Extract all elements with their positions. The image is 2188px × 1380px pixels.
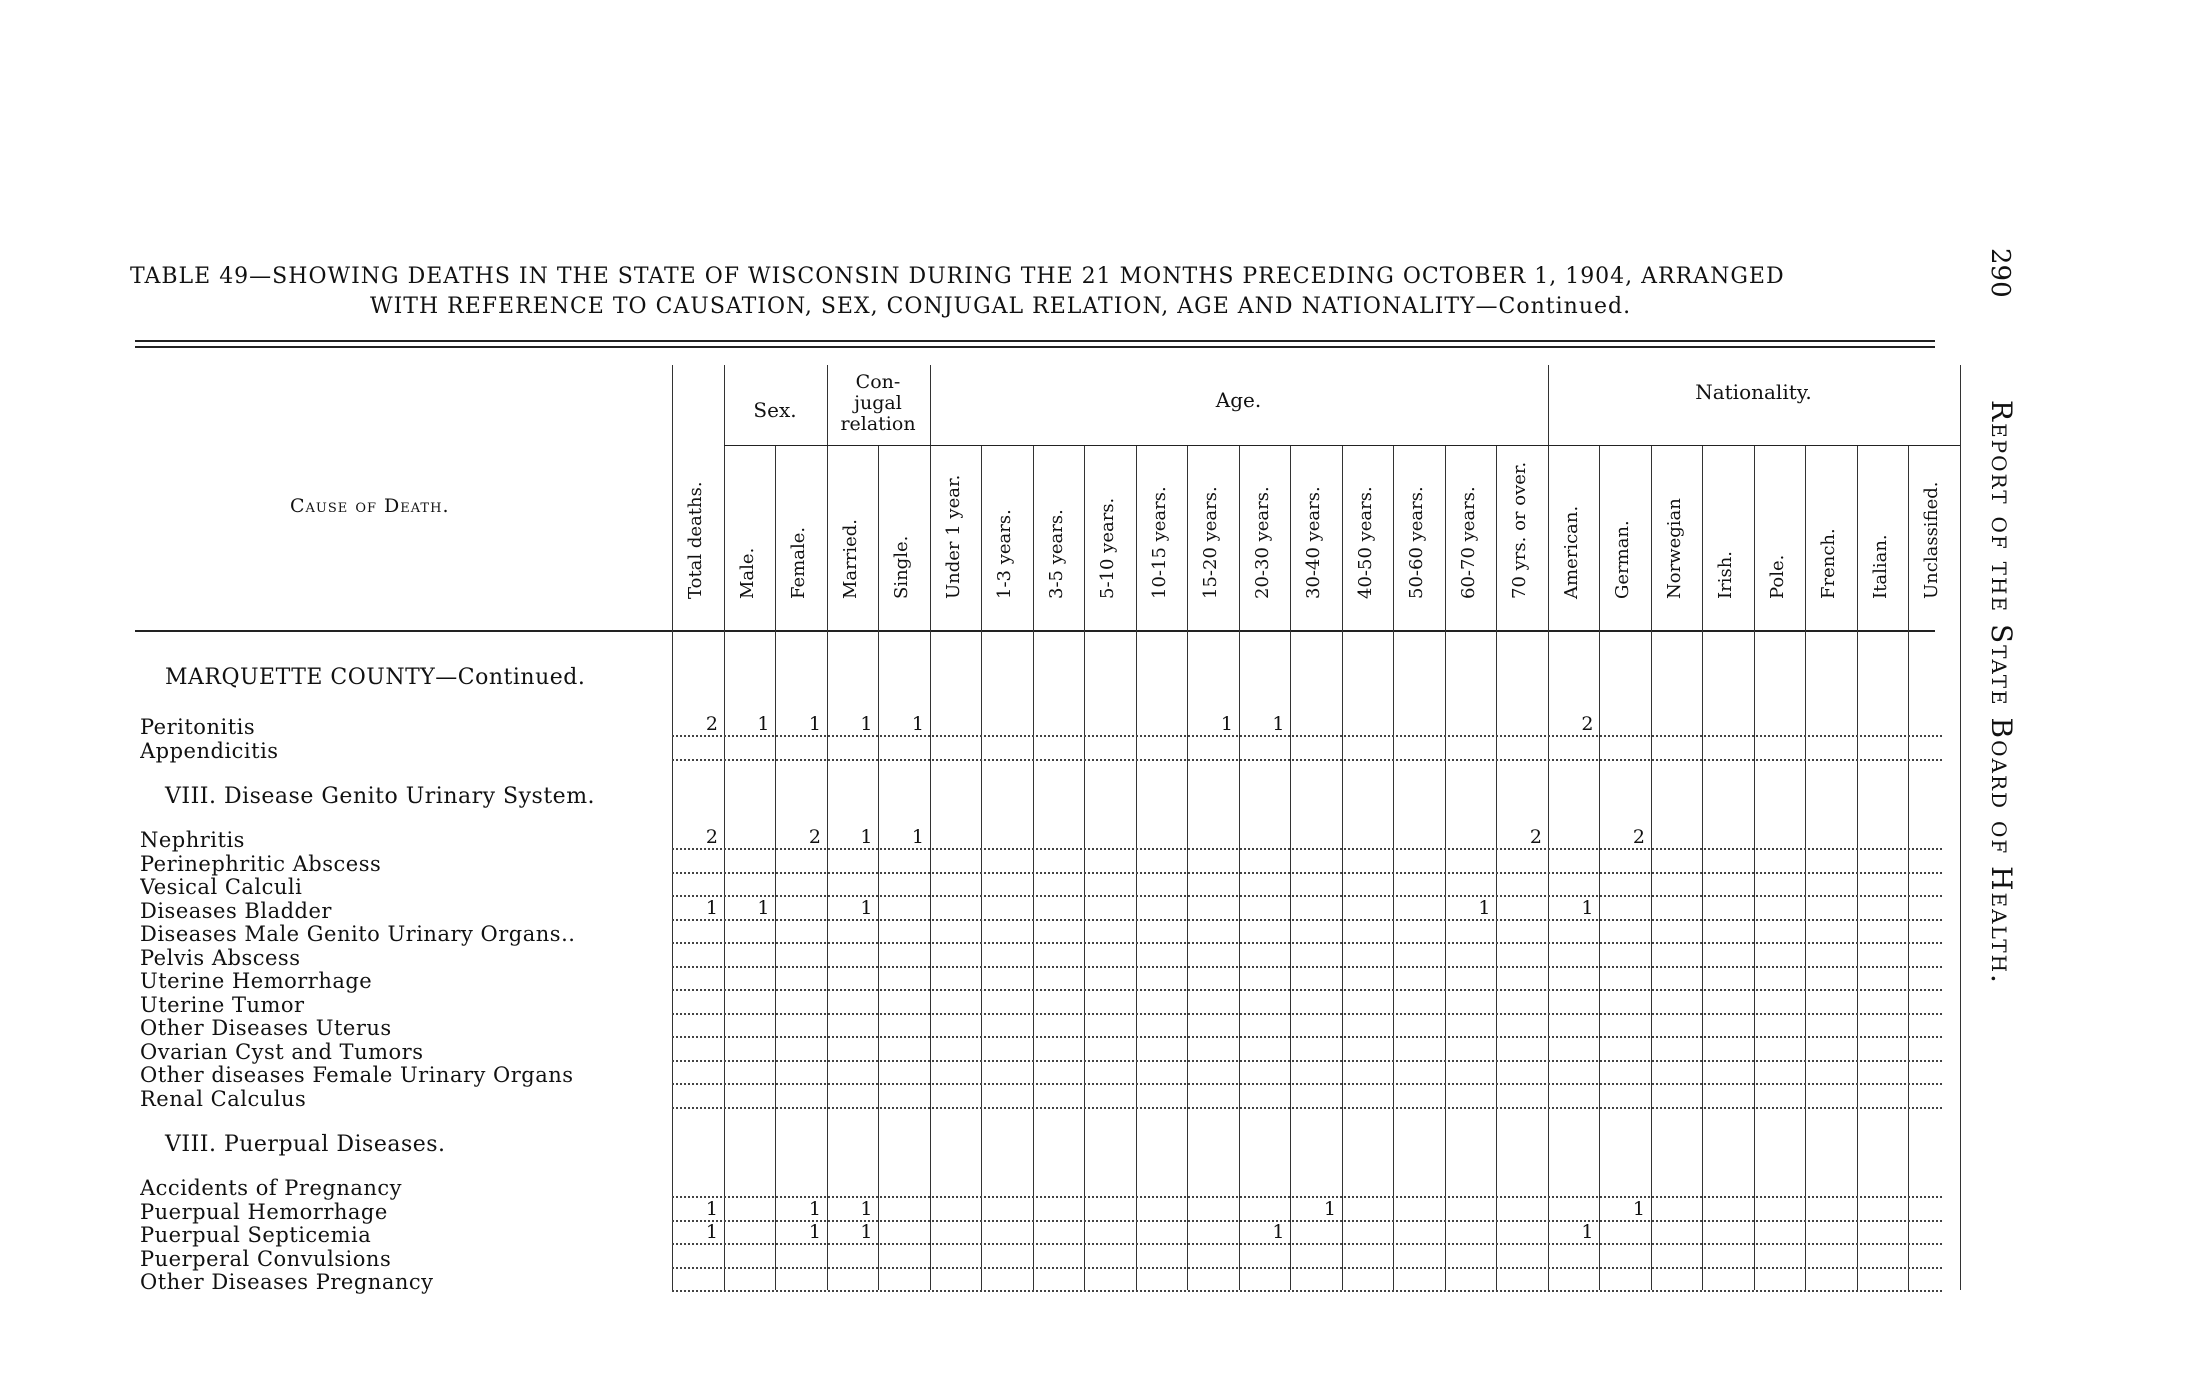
row-leader bbox=[672, 1267, 1942, 1269]
row-cause: Puerpual Hemorrhage bbox=[140, 1199, 388, 1224]
table-cell: 1 bbox=[808, 1221, 821, 1243]
column-header-label: Single. bbox=[891, 535, 912, 599]
table-cell: 1 bbox=[1581, 1221, 1594, 1243]
column-header-label: 3-5 years. bbox=[1045, 509, 1067, 599]
running-head: Report of the State Board of Health. bbox=[1985, 400, 2018, 985]
table-cell: 1 bbox=[1581, 896, 1594, 919]
row-cause: Uterine Hemorrhage bbox=[140, 969, 373, 993]
column-header bbox=[775, 445, 825, 620]
table-cell: 2 bbox=[1632, 826, 1645, 848]
group-header-age: Age. bbox=[1215, 388, 1262, 412]
column-header bbox=[981, 445, 1031, 620]
top-rule-2 bbox=[135, 346, 1935, 348]
column-header-label: Married. bbox=[839, 518, 861, 599]
section-heading: VIII. Disease Genito Urinary System. bbox=[165, 784, 596, 809]
column-header bbox=[1239, 445, 1289, 620]
table-cell: 1 bbox=[808, 1197, 821, 1220]
table-cell: 2 bbox=[1581, 713, 1594, 735]
column-header-label: Under 1 year. bbox=[942, 474, 964, 599]
column-header bbox=[1908, 445, 1958, 620]
column-header bbox=[1548, 445, 1598, 620]
table-cell: 1 bbox=[911, 713, 924, 735]
header-bottom-rule bbox=[135, 630, 1935, 632]
column-header-label: Female. bbox=[788, 526, 809, 599]
group-header-sex: Sex. bbox=[753, 398, 797, 422]
row-leader bbox=[672, 735, 1942, 737]
row-cause: Puerperal Convulsions bbox=[140, 1246, 392, 1271]
column-header-label: Norwegian bbox=[1663, 498, 1685, 599]
title-line-2: WITH REFERENCE TO CAUSATION, SEX, CONJUGAL RELATION, AGE AND NATIONALITY—Continued. bbox=[370, 294, 1632, 319]
row-cause: Puerpual Septicemia bbox=[140, 1223, 372, 1247]
column-header-label: Male. bbox=[736, 547, 758, 599]
table-cell: 1 bbox=[705, 896, 718, 919]
table-cell: 1 bbox=[911, 826, 924, 848]
column-header bbox=[1393, 445, 1443, 620]
row-cause: Diseases Bladder bbox=[140, 898, 332, 923]
row-cause: Uterine Tumor bbox=[140, 992, 305, 1017]
table-cell: 2 bbox=[705, 826, 718, 848]
column-header bbox=[1290, 445, 1340, 620]
table-cell: 1 bbox=[860, 1221, 873, 1243]
column-header-label: Pole. bbox=[1766, 554, 1788, 599]
table-cell: 1 bbox=[1478, 896, 1491, 919]
county-heading: MARQUETTE COUNTY—Continued. bbox=[165, 665, 586, 690]
top-rule bbox=[135, 340, 1935, 342]
row-cause: Peritonitis bbox=[140, 715, 256, 739]
column-header-label: 70 yrs. or over. bbox=[1509, 461, 1530, 599]
table-cell: 1 bbox=[860, 826, 873, 848]
row-leader bbox=[672, 1036, 1942, 1038]
table-cell: 1 bbox=[1632, 1197, 1645, 1220]
column-header bbox=[1702, 445, 1752, 620]
row-leader bbox=[672, 919, 1942, 921]
row-leader bbox=[672, 1243, 1942, 1245]
row-cause: Nephritis bbox=[140, 828, 245, 852]
column-header bbox=[1136, 445, 1186, 620]
table-cell: 1 bbox=[860, 1197, 873, 1220]
row-leader bbox=[672, 966, 1942, 968]
column-header bbox=[1084, 445, 1134, 620]
row-cause: Ovarian Cyst and Tumors bbox=[140, 1039, 424, 1064]
page-number: 290 bbox=[1985, 248, 2015, 298]
column-header-label: 20-30 years. bbox=[1251, 486, 1273, 599]
column-header-label: 30-40 years. bbox=[1303, 486, 1324, 599]
row-leader bbox=[672, 848, 1942, 850]
row-leader bbox=[672, 872, 1942, 874]
group-header-conjugal: Con- jugal relation bbox=[840, 371, 916, 435]
column-header bbox=[1033, 445, 1083, 620]
column-header-label: 40-50 years. bbox=[1354, 486, 1376, 599]
column-header-label: 5-10 years. bbox=[1097, 497, 1118, 599]
table-cell: 1 bbox=[705, 1221, 718, 1243]
column-header-label: Italian. bbox=[1869, 534, 1891, 599]
column-header bbox=[1496, 445, 1546, 620]
table-cell: 1 bbox=[705, 1197, 718, 1220]
row-leader bbox=[672, 1290, 1942, 1292]
column-header-label: Total deaths. bbox=[685, 481, 706, 599]
table-cell: 1 bbox=[1220, 713, 1233, 735]
column-header bbox=[1599, 445, 1649, 620]
column-header bbox=[1445, 445, 1495, 620]
table-cell: 1 bbox=[1272, 1221, 1285, 1243]
column-header-label: 15-20 years. bbox=[1200, 486, 1221, 599]
row-cause: Other Diseases Pregnancy bbox=[140, 1270, 434, 1294]
table-cell: 1 bbox=[1272, 713, 1285, 735]
column-header bbox=[672, 445, 722, 620]
table-cell: 2 bbox=[1529, 826, 1542, 848]
column-header-label: Irish. bbox=[1715, 550, 1736, 599]
column-header bbox=[1651, 445, 1701, 620]
row-leader bbox=[672, 759, 1942, 761]
section-heading: VIII. Puerpual Diseases. bbox=[165, 1132, 446, 1157]
row-cause: Renal Calculus bbox=[140, 1086, 307, 1111]
column-header bbox=[878, 445, 928, 620]
group-header-nationality: Nationality. bbox=[1695, 380, 1812, 404]
table-cell: 1 bbox=[860, 713, 873, 735]
table-cell: 1 bbox=[808, 713, 821, 735]
column-divider bbox=[1960, 365, 1961, 1290]
table-title bbox=[130, 262, 1940, 322]
column-header-label: Unclassified. bbox=[1921, 481, 1942, 599]
row-cause: Other diseases Female Urinary Organs bbox=[140, 1063, 574, 1087]
row-cause: Diseases Male Genito Urinary Organs.. bbox=[140, 922, 576, 946]
row-cause: Perinephritic Abscess bbox=[140, 851, 382, 876]
column-header-label: German. bbox=[1612, 520, 1633, 599]
column-header bbox=[1342, 445, 1392, 620]
row-leader bbox=[672, 1083, 1942, 1085]
table-cell: 2 bbox=[808, 826, 821, 848]
column-header bbox=[1754, 445, 1804, 620]
table-cell: 2 bbox=[705, 713, 718, 735]
row-cause: Accidents of Pregnancy bbox=[140, 1176, 403, 1200]
row-leader bbox=[672, 1013, 1942, 1015]
column-header bbox=[930, 445, 980, 620]
table-cell: 1 bbox=[757, 713, 770, 735]
title-line-1: TABLE 49—SHOWING DEATHS IN THE STATE OF WISCONSIN DURING THE 21 MONTHS PRECEDING OCTOBER 1, 1904, ARRANGED bbox=[130, 264, 1785, 289]
column-header bbox=[724, 445, 774, 620]
column-header-label: American. bbox=[1560, 505, 1582, 599]
cause-of-death-header: Cause of Death. bbox=[290, 495, 450, 517]
table-cell: 1 bbox=[757, 896, 770, 919]
column-header bbox=[827, 445, 877, 620]
column-header-label: French. bbox=[1818, 528, 1839, 599]
row-cause: Pelvis Abscess bbox=[140, 945, 301, 970]
row-cause: Appendicitis bbox=[140, 738, 279, 763]
column-header-label: 60-70 years. bbox=[1457, 486, 1479, 599]
row-leader bbox=[672, 1107, 1942, 1109]
row-leader bbox=[672, 989, 1942, 991]
row-cause: Other Diseases Uterus bbox=[140, 1016, 392, 1040]
row-leader bbox=[672, 1060, 1942, 1062]
column-header bbox=[1805, 445, 1855, 620]
column-header bbox=[1857, 445, 1907, 620]
row-leader bbox=[672, 942, 1942, 944]
table-cell: 1 bbox=[1323, 1197, 1336, 1220]
row-cause: Vesical Calculi bbox=[140, 875, 303, 899]
column-header-label: 1-3 years. bbox=[994, 509, 1015, 599]
column-header-label: 10-15 years. bbox=[1148, 486, 1170, 599]
column-header bbox=[1187, 445, 1237, 620]
column-header-label: 50-60 years. bbox=[1406, 486, 1427, 599]
table-cell: 1 bbox=[860, 896, 873, 919]
